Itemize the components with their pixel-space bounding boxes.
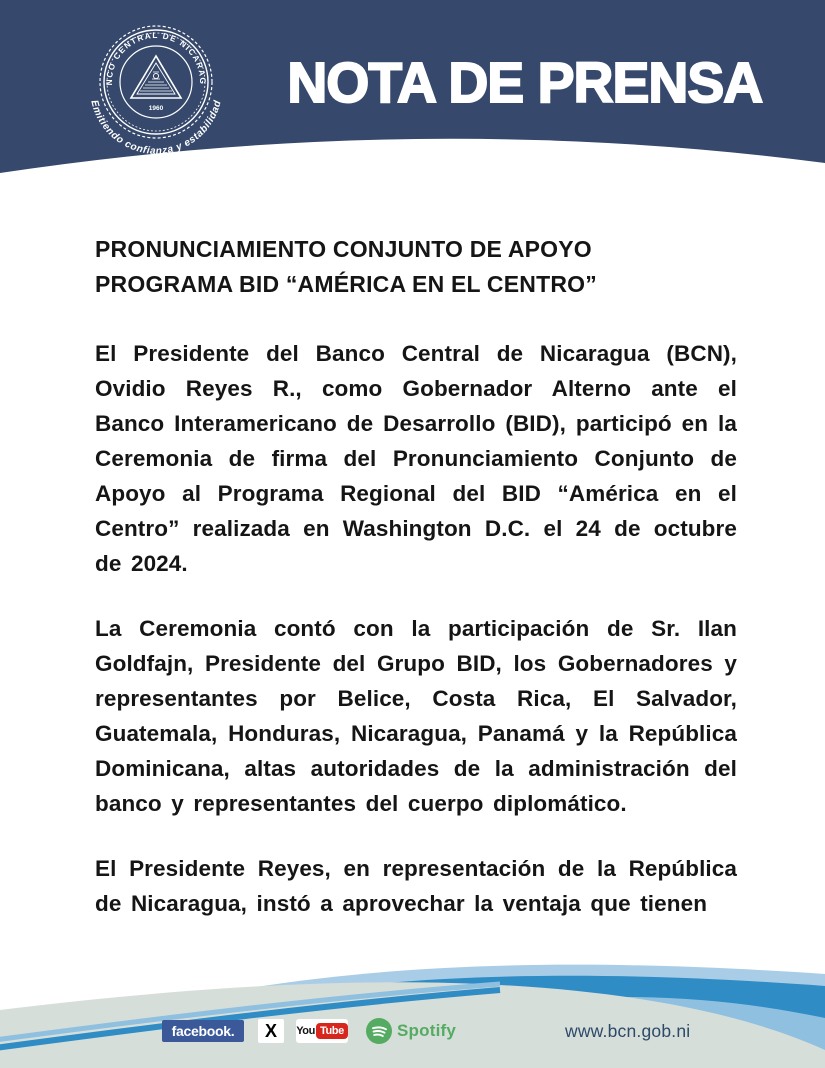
footer-content-row [0,1018,825,1046]
seal-ring-text: BANCO CENTRAL DE NICARAGUA [104,30,208,86]
facebook-label: facebook. [171,1023,235,1039]
document-title-line-2: PROGRAMA BID “AMÉRICA EN EL CENTRO” [95,271,597,297]
youtube-tube-label: Tube [316,1023,348,1039]
website-link[interactable]: www.bcn.gob.ni [565,1021,691,1041]
youtube-icon[interactable] [296,1019,348,1043]
x-label: X [264,1021,277,1041]
facebook-icon[interactable] [162,1020,244,1042]
header-banner [0,0,825,215]
seal-year: 1960 [148,105,164,112]
paragraph-3: El Presidente Reyes, en representación de la República de Nicaragua, instó a aprovechar la ventaja que tienen [95,856,737,916]
masthead-title: NOTA DE PRENSA [287,51,763,115]
paragraph-1: El Presidente del Banco Central de Nicaragua (BCN), Ovidio Reyes R., como Gobernador Alterno ante el Banco Interamericano de Desarrollo (BID), participó en la Ceremonia de firma del Pronunciamiento Conjunto de Apoyo al Programa Regional del BID “América en el Centro” realizada en Washington D.C. el 24 de octubre de 2024. [95,341,737,576]
bcn-seal-logo [70,2,242,170]
press-release-body [95,232,737,951]
footer [0,918,825,1068]
youtube-you-label: You [296,1025,315,1037]
footer-wave-art [0,940,825,1068]
seal-triangle-emblem [131,56,181,98]
spotify-icon[interactable] [366,1018,456,1044]
spotify-circle-mark [366,1018,392,1044]
document-title [95,232,737,302]
spotify-label: Spotify [397,1021,457,1040]
document-title-line-1: PRONUNCIAMIENTO CONJUNTO DE APOYO [95,236,592,262]
paragraph-2: La Ceremonia contó con la participación de Sr. Ilan Goldfajn, Presidente del Grupo BID, los Gobernadores y representantes por Belice, Costa Rica, El Salvador, Guatemala, Honduras, Nicaragua, Panamá y la República Dominicana, altas autoridades de la administración del banco y representantes del cuerpo diplomático. [95,616,737,816]
x-twitter-icon[interactable] [258,1019,284,1043]
masthead [255,38,795,128]
seal-motto: Emitiendo confianza y estabilidad [88,98,224,157]
